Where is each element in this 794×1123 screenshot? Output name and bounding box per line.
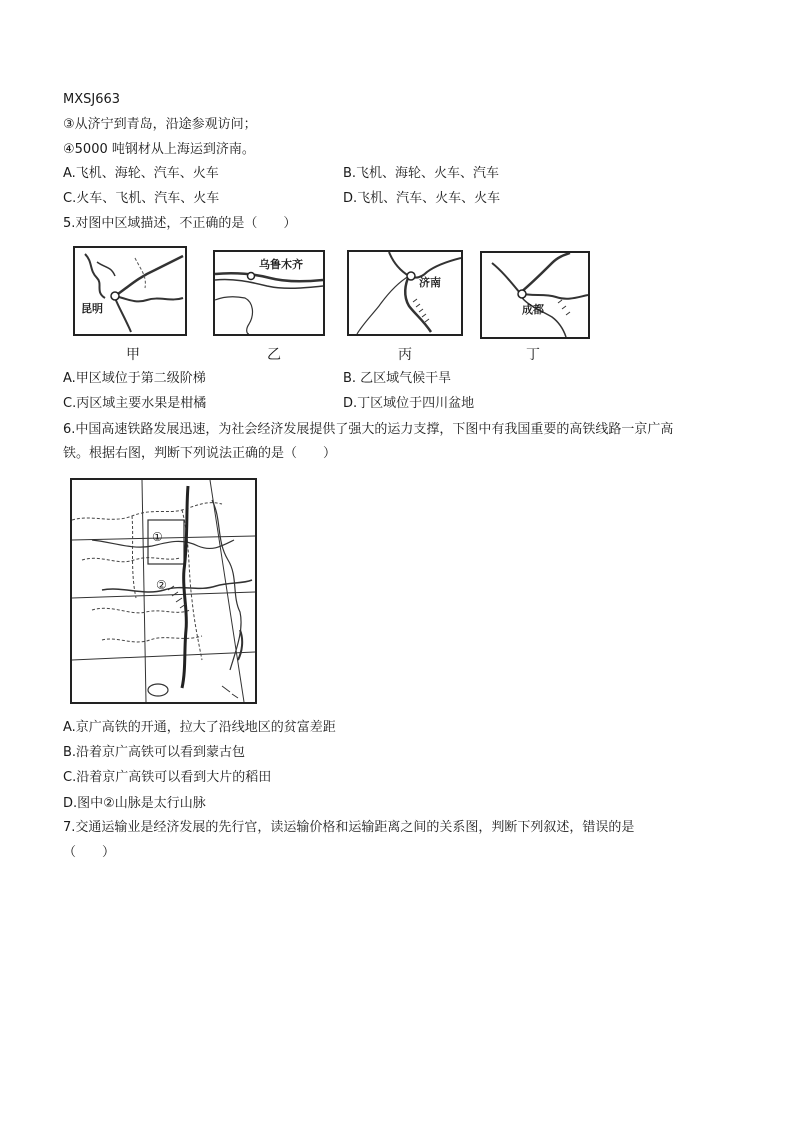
map-jia (73, 246, 187, 336)
q6-option-a[interactable]: A.京广高铁的开通，拉大了沿线地区的贫富差距 (63, 720, 336, 735)
map-jia-city-label: 昆明 (81, 302, 103, 315)
q5-option-a[interactable]: A.甲区域位于第二级阶梯 (63, 371, 206, 386)
q4-option-c[interactable]: C.火车、飞机、汽车、火车 (63, 191, 220, 206)
map-ding-caption: 丁 (526, 347, 540, 363)
map-yi-caption: 乙 (267, 347, 281, 363)
q7-stem-line-1: 7.交通运输业是经济发展的先行官，读运输价格和运输距离之间的关系图，判断下列叙述，错误的是 (63, 820, 635, 835)
map-jia-drawing (75, 248, 185, 334)
map-marker-2: ② (156, 578, 167, 592)
q4-option-b[interactable]: B.飞机、海轮、火车、汽车 (343, 166, 500, 181)
map-yi (213, 250, 325, 336)
q6-option-d[interactable]: D.图中②山脉是太行山脉 (63, 796, 206, 811)
q5-option-d[interactable]: D.丁区域位于四川盆地 (343, 396, 475, 411)
q6-option-b[interactable]: B.沿着京广高铁可以看到蒙古包 (63, 745, 246, 760)
q6-option-c[interactable]: C.沿着京广高铁可以看到大片的稻田 (63, 770, 272, 785)
map-bing-drawing (349, 252, 461, 334)
q5-option-c[interactable]: C.丙区域主要水果是柑橘 (63, 396, 207, 411)
q4-item-3: ③从济宁到青岛，沿途参观访问； (63, 117, 257, 132)
q4-option-a[interactable]: A.飞机、海轮、汽车、火车 (63, 166, 219, 181)
q7-stem-line-2: （ ） (63, 845, 116, 860)
q6-stem-line-1: 6.中国高速铁路发展迅速，为社会经济发展提供了强大的运力支撑，下图中有我国重要的高铁线路一京广高 (63, 422, 674, 437)
map-bing-city-label: 济南 (419, 276, 441, 289)
q6-stem-line-2: 铁。根据右图，判断下列说法正确的是（ ） (63, 446, 337, 461)
map-bing-caption: 丙 (398, 347, 412, 363)
map-marker-1: ① (152, 530, 163, 544)
map-yi-city-label: 乌鲁木齐 (259, 258, 303, 271)
map-ding-drawing (482, 253, 588, 337)
map-bing (347, 250, 463, 336)
china-railway-map (70, 478, 257, 704)
map-ding (480, 251, 590, 339)
document-code: MXSJ663 (63, 92, 121, 107)
q4-item-4: ④5000 吨钢材从上海运到济南。 (63, 142, 255, 157)
q4-option-d[interactable]: D.飞机、汽车、火车、火车 (343, 191, 501, 206)
q5-option-b[interactable]: B. 乙区域气候干旱 (343, 371, 452, 386)
map-jia-caption: 甲 (126, 347, 140, 363)
map-ding-city-label: 成都 (522, 303, 544, 316)
q5-stem: 5.对图中区域描述，不正确的是（ ） (63, 216, 297, 231)
